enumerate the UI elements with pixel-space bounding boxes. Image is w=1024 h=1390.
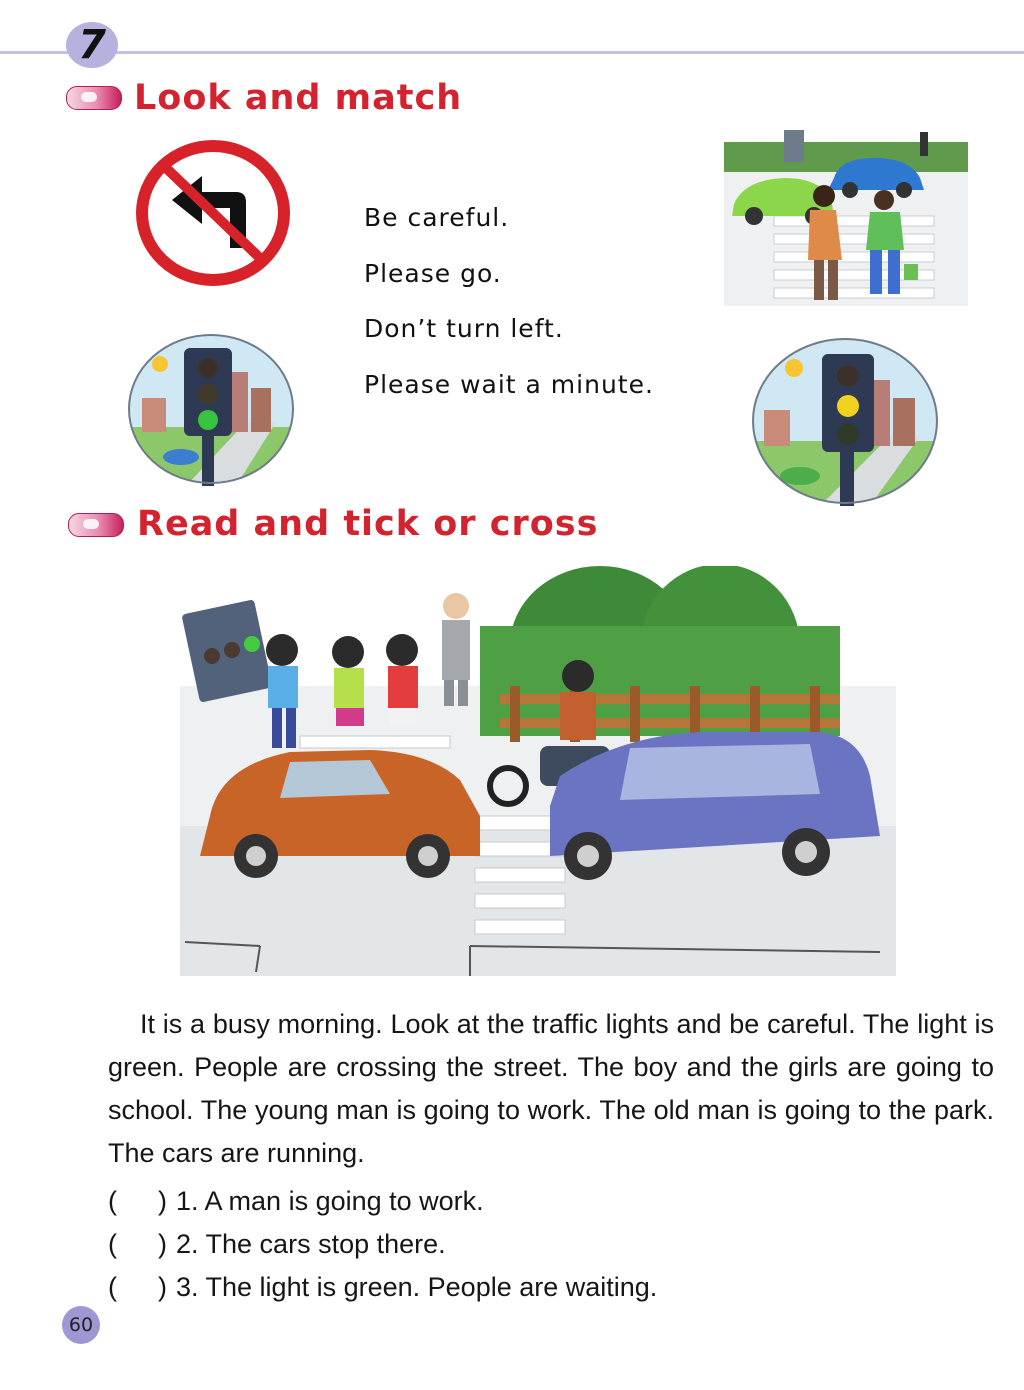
question-2-text: 2. The cars stop there. xyxy=(176,1229,446,1259)
phrase-be-careful: Be careful. xyxy=(364,203,510,232)
section-title-look-and-match: Look and match xyxy=(134,78,463,118)
answer-blank-close-3: ) xyxy=(158,1272,167,1302)
page-number: 60 xyxy=(68,1314,94,1336)
yellow-traffic-light-icon xyxy=(750,336,940,506)
section-pill-icon-2 xyxy=(68,513,124,537)
phrase-please-wait: Please wait a minute. xyxy=(364,370,654,399)
answer-blank-close-2: ) xyxy=(158,1229,167,1259)
phrase-please-go: Please go. xyxy=(364,259,502,288)
street-scene-image xyxy=(180,566,896,976)
question-3-text: 3. The light is green. People are waiting. xyxy=(176,1272,658,1302)
phrase-dont-turn-left: Don’t turn left. xyxy=(364,314,564,343)
crosswalk-scene-image xyxy=(724,120,968,306)
question-3 xyxy=(108,1272,808,1306)
answer-blank-3[interactable]: ( xyxy=(108,1272,117,1302)
unit-number: 7 xyxy=(78,22,106,68)
section-title-read-and-tick: Read and tick or cross xyxy=(137,504,599,544)
question-1 xyxy=(108,1186,808,1220)
story-paragraph xyxy=(108,1003,994,1175)
question-1-text: 1. A man is going to work. xyxy=(176,1186,484,1216)
unit-badge xyxy=(66,22,118,68)
no-left-turn-sign-icon xyxy=(136,140,290,286)
answer-blank-2[interactable]: ( xyxy=(108,1229,117,1259)
answer-blank-close-1: ) xyxy=(158,1186,167,1216)
answer-blank-1[interactable]: ( xyxy=(108,1186,117,1216)
header-rule xyxy=(0,51,1024,54)
page-number-badge xyxy=(62,1306,100,1344)
question-2 xyxy=(108,1229,808,1263)
section-pill-icon xyxy=(66,86,122,110)
green-traffic-light-icon xyxy=(126,332,296,486)
story-text: It is a busy morning. Look at the traffic lights and be careful. The light is green. People are crossing the street. The boy and the girls are going to school. The young man is going to work. The old man is going to the park. The cars are running. xyxy=(108,1009,994,1168)
